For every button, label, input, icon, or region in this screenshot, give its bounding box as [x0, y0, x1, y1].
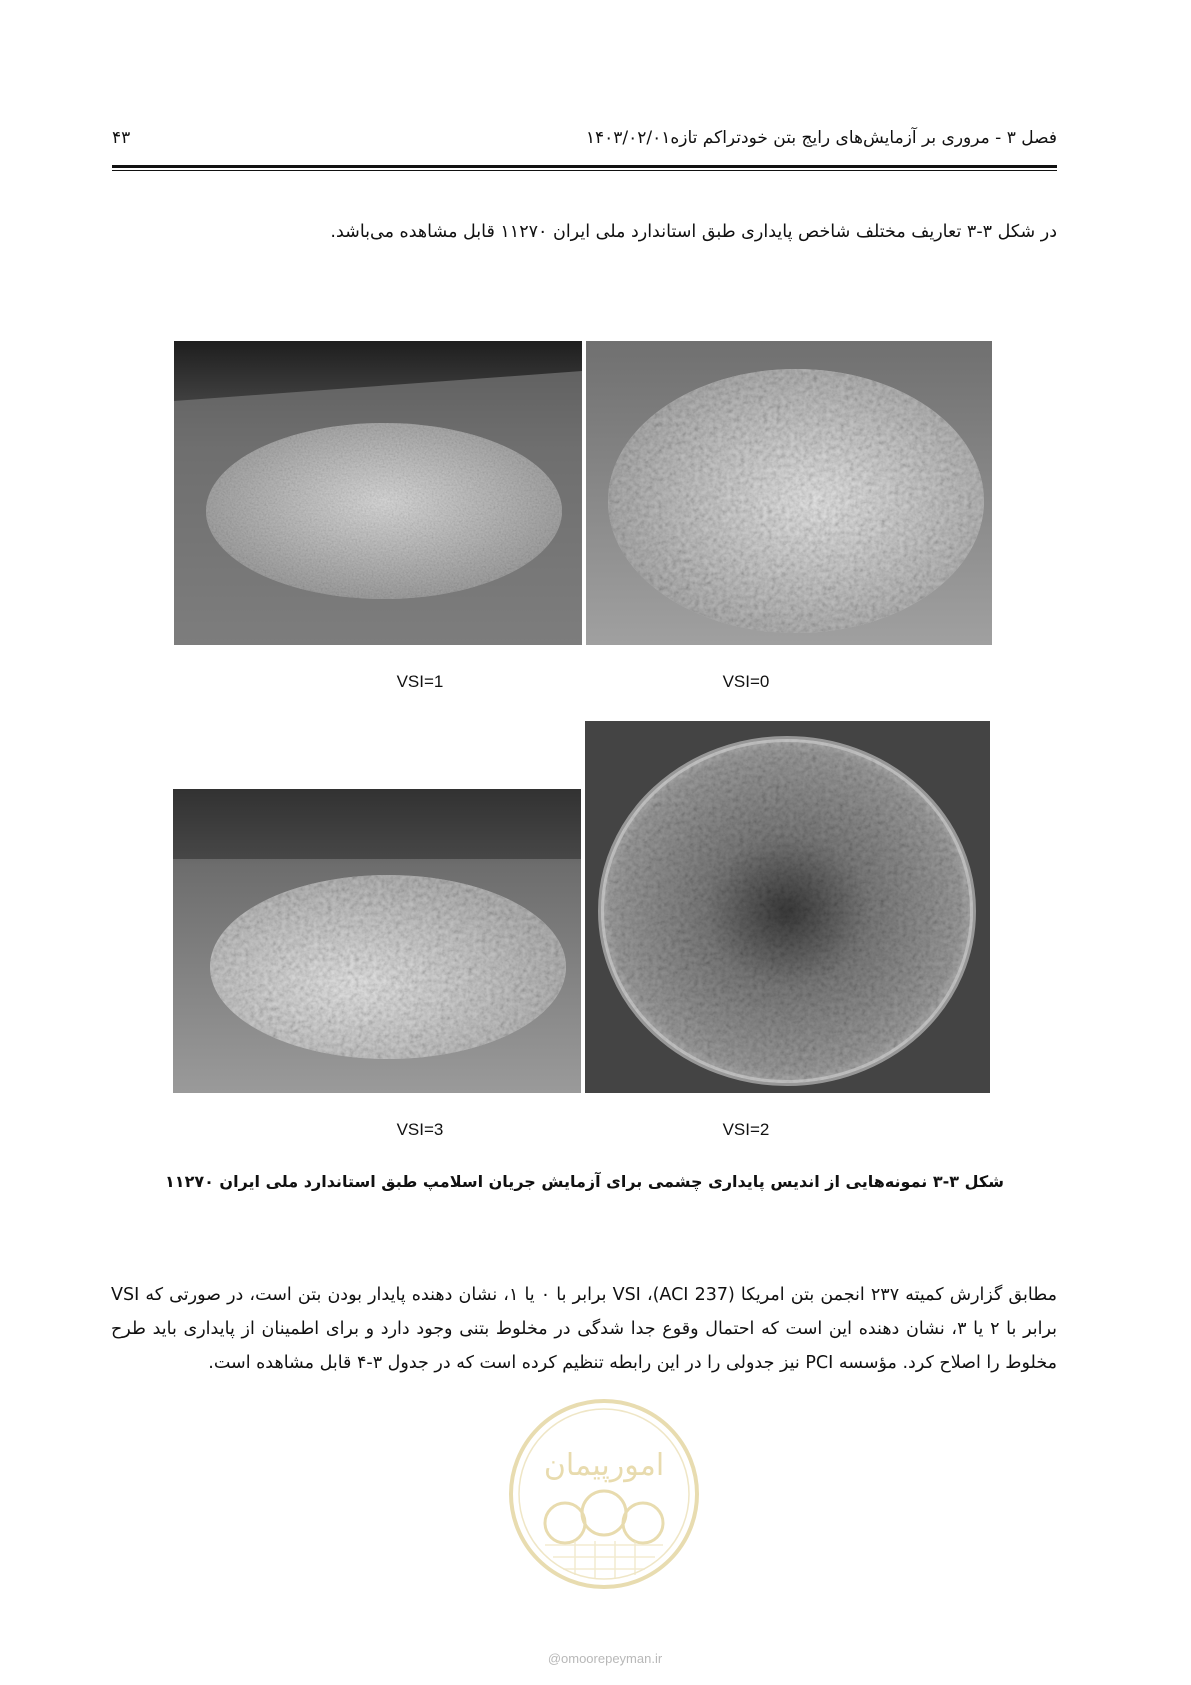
page-number: ۴۳ — [112, 128, 131, 148]
label-vsi-2: VSI=2 — [722, 1120, 770, 1139]
body-paragraph-text: مطابق گزارش کمیته ۲۳۷ انجمن بتن امریکا (ACI 237)، VSI برابر با ۰ یا ۱، نشان دهنده پایدار بودن بتن است، در صورتی که VSI برابر با ۲ یا ۳، نشان دهنده این است که احتمال وقوع جدا شدگی در مخلوط بتنی وجود دارد و برای اطمینان از پایداری باید طرح مخلوط را اصلاح کرد. مؤسسه PCI نیز جدولی را در این رابطه تنظیم کرده است که در جدول ۳-۴ قابل مشاهده است. — [111, 1285, 1058, 1373]
photo-vsi-0 — [586, 341, 992, 645]
watermark-site: @omoorepeyman.ir — [547, 1651, 663, 1666]
body-paragraph — [111, 1278, 1057, 1380]
photo-vsi-2 — [585, 721, 990, 1093]
label-vsi-1: VSI=1 — [396, 672, 444, 691]
header-rule-thick — [112, 165, 1057, 168]
chapter-title: فصل ۳ - مروری بر آزمایش‌های رایج بتن خودتراکم تازه۱۴۰۳/۰۲/۰۱ — [585, 128, 1057, 148]
header-rule-thin — [112, 170, 1057, 171]
watermark-logo-text: امورپیمان — [543, 1448, 665, 1483]
photo-vsi-3 — [173, 789, 581, 1093]
page-header — [112, 128, 1057, 148]
photo-vsi-1 — [174, 341, 582, 645]
label-vsi-0: VSI=0 — [722, 672, 770, 691]
intro-text: در شکل ۳-۳ تعاریف مختلف شاخص پایداری طبق استاندارد ملی ایران ۱۱۲۷۰ قابل مشاهده می‌باشد. — [330, 222, 1057, 242]
figure-caption: شکل ۳-۳ نمونه‌هایی از اندیس پایداری چشمی برای آزمایش جریان اسلامپ طبق استاندارد ملی ایران ۱۱۲۷۰ — [165, 1172, 1004, 1191]
label-vsi-3: VSI=3 — [396, 1120, 444, 1139]
watermark-logo — [505, 1395, 703, 1593]
